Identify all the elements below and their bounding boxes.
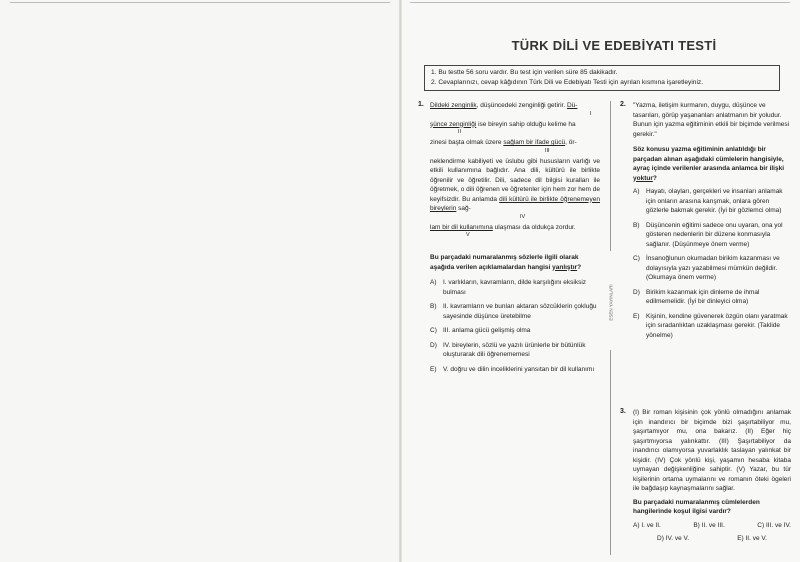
q1-underline-2a: Dü-: [566, 102, 578, 109]
option-letter: E): [430, 365, 437, 373]
roman-numeral-1: I: [590, 110, 592, 117]
column-divider-bottom: [610, 350, 611, 555]
option-text: Birikim kazanmak için dinleme de ihmal edilmemelidir. (İyi bir dinleyici olma): [646, 288, 760, 305]
q1-text: ulaşması da oldukça zordur.: [492, 223, 576, 231]
q3-passage: (I) Bir roman kişisinin çok yönlü olmadığını anlamak için inandırıcı bir biçimde bizi şaşırtabiliyor mu, şaşırtamıyor mu, ona bakarız. (II) Eğer hiç şaşırtmıyorsa yalınkattır. (III) Şaşırtabiliyor da inandırıcı olamıyorsa yuvarlaklık taslayan yalınkat bir kişidir. (IV) Çok yönlü kişi, yaşamın hesaba kitaba uymayan değişkenliğine sahiptir. (V) Yazar, bu tür kişilerinin ortama uymalarını ve romanın öteki ögeleri ile bağdaşıp kaynaşmalarını sağlar.: [633, 409, 791, 492]
option-letter: D): [633, 288, 640, 296]
option-letter: D): [657, 535, 664, 542]
question-3-stem: Bu parçadaki numaralanmış cümlelerden hangilerinde koşul ilgisi vardır?: [633, 498, 760, 515]
question-3-number: 3.: [620, 408, 626, 415]
option-letter: A): [633, 188, 640, 195]
q1-line-3: [430, 138, 600, 148]
option-text: III. ve IV.: [765, 521, 791, 529]
option-text: Kişinin, kendine güvenerek özgün olanı yaratmak için sıradanlıktan uzaklaşması gerekir. (Taklide yönelme): [646, 312, 788, 339]
roman-numeral-4: IV: [520, 213, 526, 220]
q2-stem-keyword: yoktur: [633, 174, 653, 182]
option-letter: E): [737, 535, 744, 542]
top-rule-left: [10, 2, 390, 3]
option-text: IV. ve V.: [665, 535, 690, 542]
question-1-number: 1.: [418, 101, 424, 108]
top-rule-right: [410, 2, 790, 3]
q1-underline-3: sağlam bir ifade gücü: [503, 139, 566, 146]
option-letter: C): [633, 255, 640, 262]
q3-option-c[interactable]: [757, 521, 791, 531]
option-text: V. doğru ve dilin inceliklerini yansıtan bir dil kullanımı: [443, 365, 595, 373]
q1-text: , düşüncedeki zenginliği getirir.: [476, 102, 566, 109]
question-1-stem: [430, 253, 600, 272]
option-text: I. ve II.: [641, 521, 661, 529]
option-letter: B): [693, 521, 700, 529]
instruction-1: 1. Bu testte 56 soru vardır. Bu test için verilen süre 85 dakikadır.: [431, 69, 618, 76]
q2-option-b[interactable]: [633, 221, 791, 250]
q1-line-2: [430, 120, 600, 130]
q1-underline-1: Dildeki zenginlik: [430, 102, 477, 109]
option-letter: B): [633, 221, 640, 229]
option-text: IV. bireylerin, sözlü ve yazılı ürünlerle bir bütünlük oluşturarak dili öğrenememesi: [443, 341, 586, 358]
q1-stem-text: Bu parçadaki numaralanmış sözlerle ilgili olarak aşağıda verilen açıklamalardan hangisi: [430, 254, 579, 271]
option-text: II. kavramların ve bunları aktaran sözcüklerin çokluğu sayesinde düşünce üretebilme: [443, 303, 597, 320]
q3-option-d[interactable]: [657, 534, 689, 544]
q2-stem-text: Söz konusu yazma eğitiminin anlatıldığı bir parçadan alınan aşağıdaki cümlelerin hangisiyle, ayraç içinde verilenler arasında anlamca bir ilişki: [633, 146, 785, 172]
roman-numeral-2: II: [458, 129, 462, 135]
q1-line-4: [430, 157, 600, 214]
option-letter: C): [757, 521, 765, 529]
q1-stem-keyword: yanlıştır: [552, 263, 578, 271]
q1-underline-5: lam bir dil kullanımına: [430, 223, 493, 231]
q3-options-row-1: [633, 521, 791, 531]
q1-text: neklendirme kabiliyeti ve üslubu gibi hususların varlığı ve etkili kullanımına bağlıdır. Ana dili, kültürü ile birlikte öğrenilir ve öğretilir. Dili, sadece dil bilgisi kuralları ile öğretmek, o dili öğrenen ve öğretenler için hem zor hem de keyifsizdir. Bu anlamda: [430, 157, 600, 203]
q1-option-a[interactable]: [430, 278, 600, 297]
q1-option-c[interactable]: [430, 326, 600, 336]
option-letter: A): [633, 521, 640, 529]
q1-underline-2b: şünce zenginliği: [430, 120, 477, 128]
option-letter: E): [633, 312, 640, 320]
q3-options-row-2: [633, 534, 791, 544]
q1-option-b[interactable]: [430, 302, 600, 321]
q1-option-e[interactable]: [430, 365, 600, 375]
q1-text: ise bireyin sahip olduğu kelime ha: [476, 120, 576, 128]
page-title: TÜRK DİLİ VE EDEBİYATI TESTİ: [511, 38, 717, 53]
q2-option-c[interactable]: [633, 254, 791, 283]
question-2-stem: [633, 145, 791, 183]
q1-underline-4: dili kültürü ile birlikte öğrenemeyen bireylerin: [430, 195, 600, 212]
q3-option-a[interactable]: [633, 521, 661, 531]
instruction-2: 2. Cevaplarınızı, cevap kâğıdının Türk Dili ve Edebiyatı Testi için ayrılan kısmına işaretleyiniz.: [431, 79, 704, 86]
option-text: I. varlıkların, kavramların, dilde karşılığını eksiksiz bulması: [443, 279, 587, 296]
q2-stem-text: ?: [652, 174, 657, 182]
q1-line-5: [430, 223, 600, 233]
q3-option-b[interactable]: [693, 521, 724, 531]
instructions-box: [424, 65, 780, 91]
question-2: [633, 101, 791, 345]
q2-option-e[interactable]: [633, 312, 791, 341]
q2-option-d[interactable]: [633, 288, 791, 307]
question-1: [430, 101, 600, 379]
question-3: [633, 408, 791, 544]
option-letter: C): [430, 327, 437, 334]
q3-option-e[interactable]: [737, 534, 767, 544]
option-text: Düşüncenin eğitimi sadece onu uyaran, ona yol gösteren nedenlerin bir düzene konmasıyla sağlanır. (Düşünmeye önem verme): [646, 221, 783, 248]
option-text: Hayatı, olayları, gerçekleri ve insanları anlamak için onların arasına karışmak, onlara gören gözlerle bakmak gerekir. (İyi bir gözlemci olma): [646, 188, 783, 214]
option-text: İnsanoğlunun okumadan birikim kazanması ve dolayısıyla yazı yazabilmesi mümkün değildir. (Okumaya önem verme): [646, 255, 780, 281]
option-letter: B): [430, 303, 437, 310]
publisher-side-label: ESEN YAYINLARI: [608, 284, 614, 321]
question-2-number: 2.: [620, 101, 626, 108]
option-letter: D): [430, 341, 437, 349]
option-text: II. ve V.: [745, 535, 767, 542]
q2-passage: "Yazma, iletişim kurmanın, duygu, düşünce ve tasarıları, görüp yaşananları anlatmanın bir yoludur. Bunun için yazma eğitiminin etkili bir biçimde verilmesi gerekir.": [633, 102, 790, 138]
column-divider-top: [610, 101, 611, 251]
option-text: III. anlama gücü gelişmiş olma: [443, 327, 531, 334]
q1-text: , ör-: [565, 139, 577, 146]
q1-line-1: [430, 101, 600, 111]
q2-option-a[interactable]: [633, 187, 791, 216]
q1-text: zinesi başta olmak üzere: [430, 139, 504, 146]
option-letter: A): [430, 279, 437, 286]
roman-numeral-3: III: [545, 147, 550, 154]
roman-numeral-5: V: [466, 232, 470, 238]
option-text: II. ve III.: [701, 521, 725, 529]
q1-text: sağ-: [456, 205, 471, 212]
q1-stem-text: ?: [577, 263, 582, 271]
q1-option-d[interactable]: [430, 341, 600, 360]
